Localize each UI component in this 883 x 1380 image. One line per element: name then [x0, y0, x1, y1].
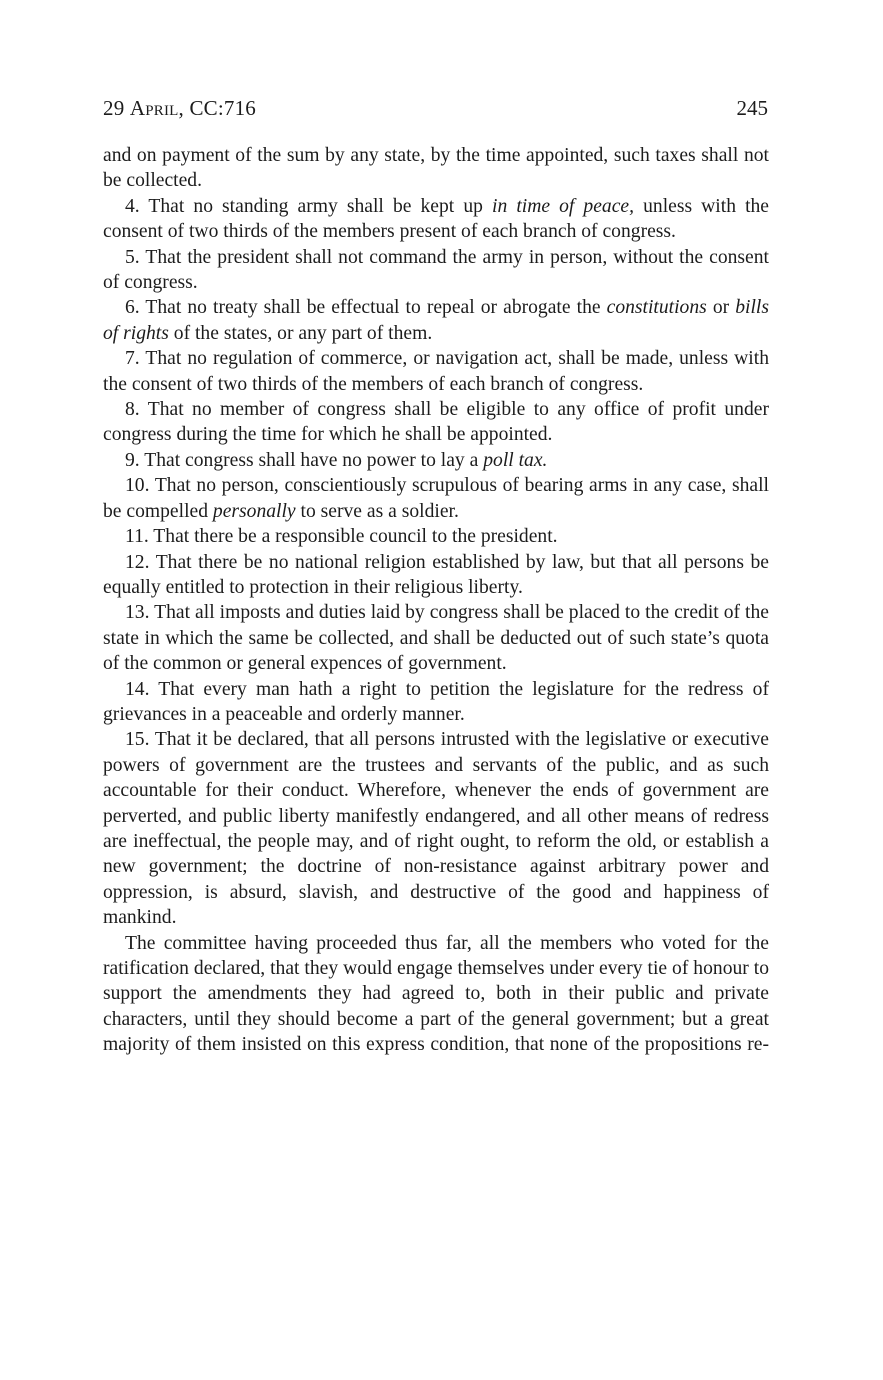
paragraph [103, 600, 769, 676]
paragraph [103, 397, 769, 448]
running-head-reference [103, 96, 256, 120]
text-run: 13. That all imposts and duties laid by congress shall be placed to the credit of the state in which the same be collected, and shall be deducted out of such state’s quota of the common or general expences of government. [103, 602, 769, 675]
paragraph [103, 677, 769, 728]
paragraph [103, 473, 769, 524]
text-run: of the states, or any part of them. [168, 322, 433, 344]
text-run: 5. That the president shall not command the army in person, without the consent of congress. [103, 246, 769, 294]
header-month: April, [129, 96, 184, 120]
body-text [103, 143, 769, 1058]
text-run: 12. That there be no national religion established by law, but that all persons be equally entitled to protection in their religious liberty. [103, 551, 769, 598]
text-run: and on payment of the sum by any state, by the time appointed, such taxes shall not be collected. [103, 145, 769, 192]
header-doc-ref: CC:716 [189, 96, 256, 120]
paragraph [103, 143, 769, 194]
paragraph [103, 524, 769, 549]
text-run: 14. That every man hath a right to petition the legislature for the redress of grievances in a peaceable and orderly manner. [103, 678, 769, 725]
paragraph [103, 194, 769, 245]
text-run: 7. That no regulation of commerce, or navigation act, shall be made, unless with the consent of two thirds of the members of each branch of congress. [103, 348, 769, 395]
page-number: 245 [736, 96, 768, 120]
italic-text: personally [212, 500, 296, 522]
italic-text: constitutions [606, 297, 707, 319]
text-run: 6. That no treaty shall be effectual to repeal or abrogate the [125, 297, 607, 319]
paragraph [103, 931, 769, 1058]
paragraph [103, 448, 769, 473]
text-run: 10. That no person, conscientiously scrupulous of bearing arms in any case, shall be compelled [103, 475, 769, 522]
text-run: or [706, 297, 736, 319]
text-run: 11. That there be a responsible council to the president. [125, 526, 558, 548]
text-run: 9. That congress shall have no power to lay a [125, 449, 484, 471]
text-run: unless with the consent of two thirds of the members present of each branch of congress. [103, 195, 770, 243]
text-run: 8. That no member of congress shall be eligible to any office of profit under congress during the time for which he shall be appointed. [103, 399, 769, 446]
paragraph [103, 295, 769, 346]
text-run: to serve as a soldier. [295, 500, 459, 522]
text-run: The committee having proceeded thus far, all the members who voted for the ratification declared, that they would engage themselves under every tie of honour to support the amendments they had agreed to, both in their public and private characters, until they should become a part of the general government; but a great majority of them insisted on this express condition, that none of the propositions re- [103, 932, 769, 1056]
paragraph [103, 245, 769, 296]
text-run: 15. That it be declared, that all persons intrusted with the legislative or executive powers of government are the trustees and servants of the public, and as such accountable for their conduct. Wherefore, whenever the ends of government are perverted, and public liberty manifestly endangered, and all other means of redress are ineffectual, the people may, and of right ought, to reform the old, or establish a new government; the doctrine of non-resistance against arbitrary power and oppression, is absurd, slavish, and destructive of the good and happiness of mankind. [103, 729, 769, 929]
paragraph [103, 550, 769, 601]
italic-text: bills of rights [103, 297, 769, 344]
paragraph [103, 727, 769, 930]
text-run: 4. That no standing army shall be kept up [125, 195, 492, 217]
italic-text: in time of peace, [492, 195, 635, 217]
header-date: 29 [103, 96, 125, 120]
italic-text: poll tax. [483, 449, 548, 471]
paragraph [103, 346, 769, 397]
